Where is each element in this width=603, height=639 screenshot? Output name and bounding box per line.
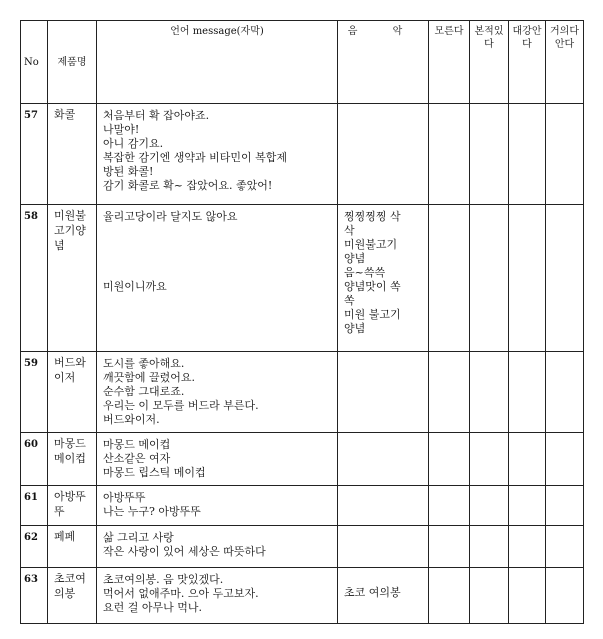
header-row	[21, 21, 584, 104]
message-line: 마몽드 립스틱 메이컵	[103, 466, 206, 479]
row-message	[97, 205, 338, 352]
message-line: 아방뚜뚜	[103, 491, 146, 504]
check-almost[interactable]	[546, 486, 584, 526]
row-message	[97, 568, 338, 624]
music-line: 양념	[344, 252, 366, 265]
music-line: 양념맛이 쏙	[344, 280, 401, 293]
message-line: 나말야!	[103, 123, 140, 136]
table-row	[21, 352, 584, 433]
row-music	[338, 568, 429, 624]
header-seen: 본적있다	[470, 21, 509, 104]
check-seen[interactable]	[470, 352, 509, 433]
check-seen[interactable]	[470, 526, 509, 568]
music-line: 양념	[344, 322, 366, 335]
check-roughly[interactable]	[509, 433, 546, 486]
message-line: 깨끗함에 끌렸어요.	[103, 371, 196, 384]
table-row	[21, 104, 584, 205]
message-line: 삶 그리고 사랑	[103, 531, 174, 544]
survey-table	[20, 20, 584, 624]
row-product: 버드와이저	[48, 352, 97, 433]
check-seen[interactable]	[470, 568, 509, 624]
music-line: 초코 여의봉	[344, 586, 401, 599]
row-message	[97, 486, 338, 526]
check-seen[interactable]	[470, 205, 509, 352]
check-almost[interactable]	[546, 104, 584, 205]
table-row	[21, 205, 584, 352]
message-line: 초코여의봉. 음 맛있겠다.	[103, 573, 224, 586]
check-dont-know[interactable]	[429, 568, 470, 624]
check-roughly[interactable]	[509, 205, 546, 352]
check-dont-know[interactable]	[429, 526, 470, 568]
header-roughly: 대강안다	[509, 21, 546, 104]
message-line: 마몽드 메이컵	[103, 438, 171, 451]
row-music	[338, 205, 429, 352]
table-row	[21, 486, 584, 526]
check-dont-know[interactable]	[429, 433, 470, 486]
message-line: 산소같은 여자	[103, 452, 171, 465]
check-dont-know[interactable]	[429, 205, 470, 352]
header-dont-know: 모른다	[429, 21, 470, 104]
table-row	[21, 433, 584, 486]
check-roughly[interactable]	[509, 486, 546, 526]
check-almost[interactable]	[546, 433, 584, 486]
message-line: 아니 감기요.	[103, 137, 164, 150]
check-seen[interactable]	[470, 486, 509, 526]
check-roughly[interactable]	[509, 526, 546, 568]
message-line: 작은 사랑이 있어 세상은 따뜻하다	[103, 545, 266, 558]
music-line: 쏙	[344, 294, 355, 307]
message-line: 먹어서 없애주마. 으아 두고보자.	[103, 587, 259, 600]
message-line: 순수함 그대로죠.	[103, 385, 185, 398]
row-message	[97, 104, 338, 205]
message-line: 버드와이저.	[103, 413, 160, 426]
row-no: 59	[21, 352, 48, 433]
message-line: 방된 화콜!	[103, 165, 154, 178]
row-music	[338, 526, 429, 568]
row-no: 61	[21, 486, 48, 526]
message-line: 나는 누구? 아방뚜뚜	[103, 505, 201, 518]
header-no: No	[21, 21, 48, 104]
check-almost[interactable]	[546, 526, 584, 568]
row-product: 페페	[48, 526, 97, 568]
check-seen[interactable]	[470, 104, 509, 205]
message-line: 도시를 좋아해요.	[103, 357, 185, 370]
row-product: 초코여의봉	[48, 568, 97, 624]
row-music	[338, 104, 429, 205]
document-page	[20, 20, 584, 624]
row-message	[97, 526, 338, 568]
message-line: 감기 화콜로 확~ 잡았어요. 좋았어!	[103, 179, 273, 192]
row-product: 아방뚜뚜	[48, 486, 97, 526]
row-no: 60	[21, 433, 48, 486]
message-line: 요런 걸 아무나 먹나.	[103, 601, 202, 614]
row-no: 58	[21, 205, 48, 352]
check-seen[interactable]	[470, 433, 509, 486]
check-almost[interactable]	[546, 568, 584, 624]
message-line: 복잡한 감기엔 생약과 비타민이 복합제	[103, 151, 288, 164]
message-line: 처음부터 확 잡아야죠.	[103, 109, 210, 122]
row-music	[338, 352, 429, 433]
row-product: 미원불고기양념	[48, 205, 97, 352]
row-message	[97, 433, 338, 486]
table-row	[21, 526, 584, 568]
row-product: 화콜	[48, 104, 97, 205]
check-almost[interactable]	[546, 352, 584, 433]
check-roughly[interactable]	[509, 352, 546, 433]
check-roughly[interactable]	[509, 568, 546, 624]
check-roughly[interactable]	[509, 104, 546, 205]
check-almost[interactable]	[546, 205, 584, 352]
table-row	[21, 568, 584, 624]
header-message: 언어 message(자막)	[97, 21, 338, 104]
music-line: 삭	[344, 224, 355, 237]
row-music	[338, 433, 429, 486]
check-dont-know[interactable]	[429, 486, 470, 526]
message-line: 율리고당이라 달지도 않아요	[103, 210, 238, 223]
row-music	[338, 486, 429, 526]
row-no: 62	[21, 526, 48, 568]
row-no: 57	[21, 104, 48, 205]
row-product: 마몽드메이컵	[48, 433, 97, 486]
header-music: 음 악	[338, 21, 429, 104]
header-product: 제품명	[48, 21, 97, 104]
music-line: 미원 불고기	[344, 308, 401, 321]
music-line: 찡찡찡찡 삭	[344, 210, 401, 223]
row-message	[97, 352, 338, 433]
message-line: 우리는 이 모두를 버드라 부른다.	[103, 399, 259, 412]
music-line: 음~쓱쓱	[344, 266, 386, 279]
check-dont-know[interactable]	[429, 104, 470, 205]
header-almost: 거의다안다	[546, 21, 584, 104]
row-no: 63	[21, 568, 48, 624]
music-line: 미원불고기	[344, 238, 398, 251]
check-dont-know[interactable]	[429, 352, 470, 433]
message-line: 미원이니까요	[103, 280, 167, 293]
